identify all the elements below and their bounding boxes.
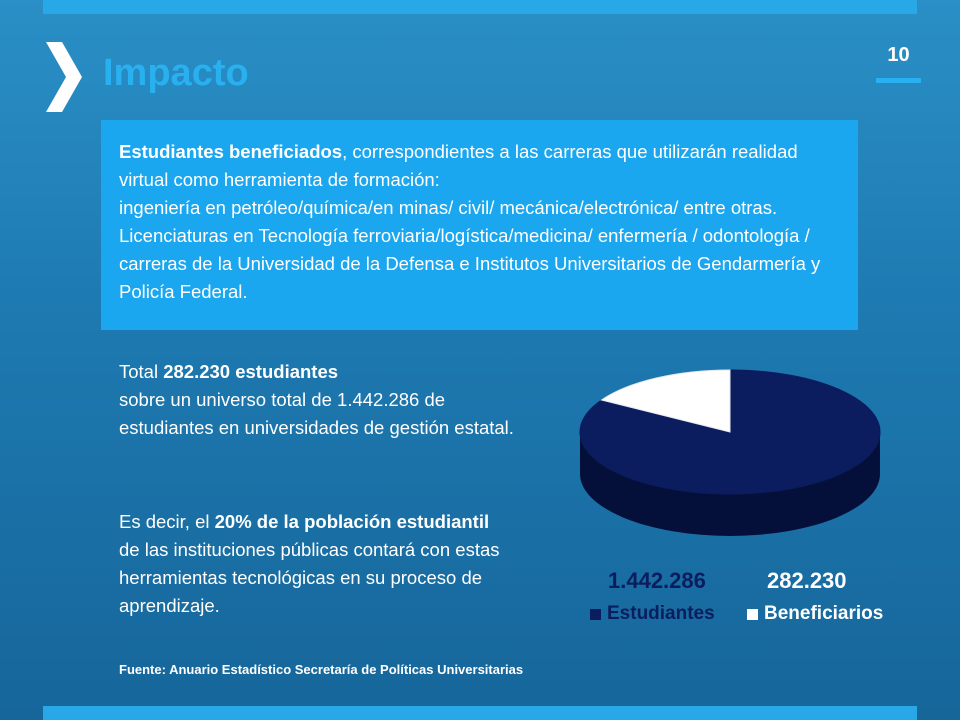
info-box: [101, 120, 858, 330]
percent-rest: de las instituciones públicas contará con estas herramientas tecnológicas en su proceso de aprendizaje.: [119, 539, 500, 616]
chevron-icon: [46, 42, 82, 112]
top-accent-bar: [43, 0, 917, 14]
total-prefix: Total: [119, 361, 164, 382]
legend-swatch-estudiantes: [590, 609, 601, 620]
pie-chart: [570, 360, 890, 560]
legend-item-estudiantes: [590, 603, 715, 625]
bottom-accent-bar: [43, 706, 917, 720]
value-label-beneficiarios: 282.230: [767, 568, 847, 593]
total-rest: sobre un universo total de 1.442.286 de estudiantes en universidades de gestión estatal.: [119, 389, 514, 438]
pie-chart-svg: [570, 360, 890, 560]
page-number: 10: [887, 44, 910, 66]
info-careers-text: ingeniería en petróleo/química/en minas/ civil/ mecánica/electrónica/ entre otras. Licenciaturas en Tecnología ferroviaria/logística/medicina/ enfermería / odontología / carreras de la Universidad de la Defensa e Institutos Universitarios de Gendarmería y Policía Federal.: [119, 197, 821, 302]
value-label-estudiantes: 1.442.286: [608, 568, 706, 593]
legend-label-estudiantes: Estudiantes: [607, 603, 715, 624]
legend-item-beneficiarios: [747, 603, 883, 625]
percent-prefix: Es decir, el: [119, 511, 215, 532]
total-paragraph: [119, 358, 519, 442]
source-note: Fuente: Anuario Estadístico Secretaría de Políticas Universitarias: [119, 662, 524, 677]
legend-label-beneficiarios: Beneficiarios: [764, 603, 884, 624]
info-lead-bold: Estudiantes beneficiados: [119, 141, 343, 162]
slide-title: Impacto: [103, 52, 249, 94]
info-lead-rest: , correspondientes a las carreras que utilizarán realidad virtual como herramienta de formación:: [119, 141, 798, 190]
legend-swatch-beneficiarios: [747, 609, 758, 620]
percent-paragraph: [119, 508, 559, 620]
page-number-underline: [876, 78, 921, 83]
percent-bold: 20% de la población estudiantil: [214, 511, 490, 532]
total-bold: 282.230 estudiantes: [163, 361, 339, 382]
